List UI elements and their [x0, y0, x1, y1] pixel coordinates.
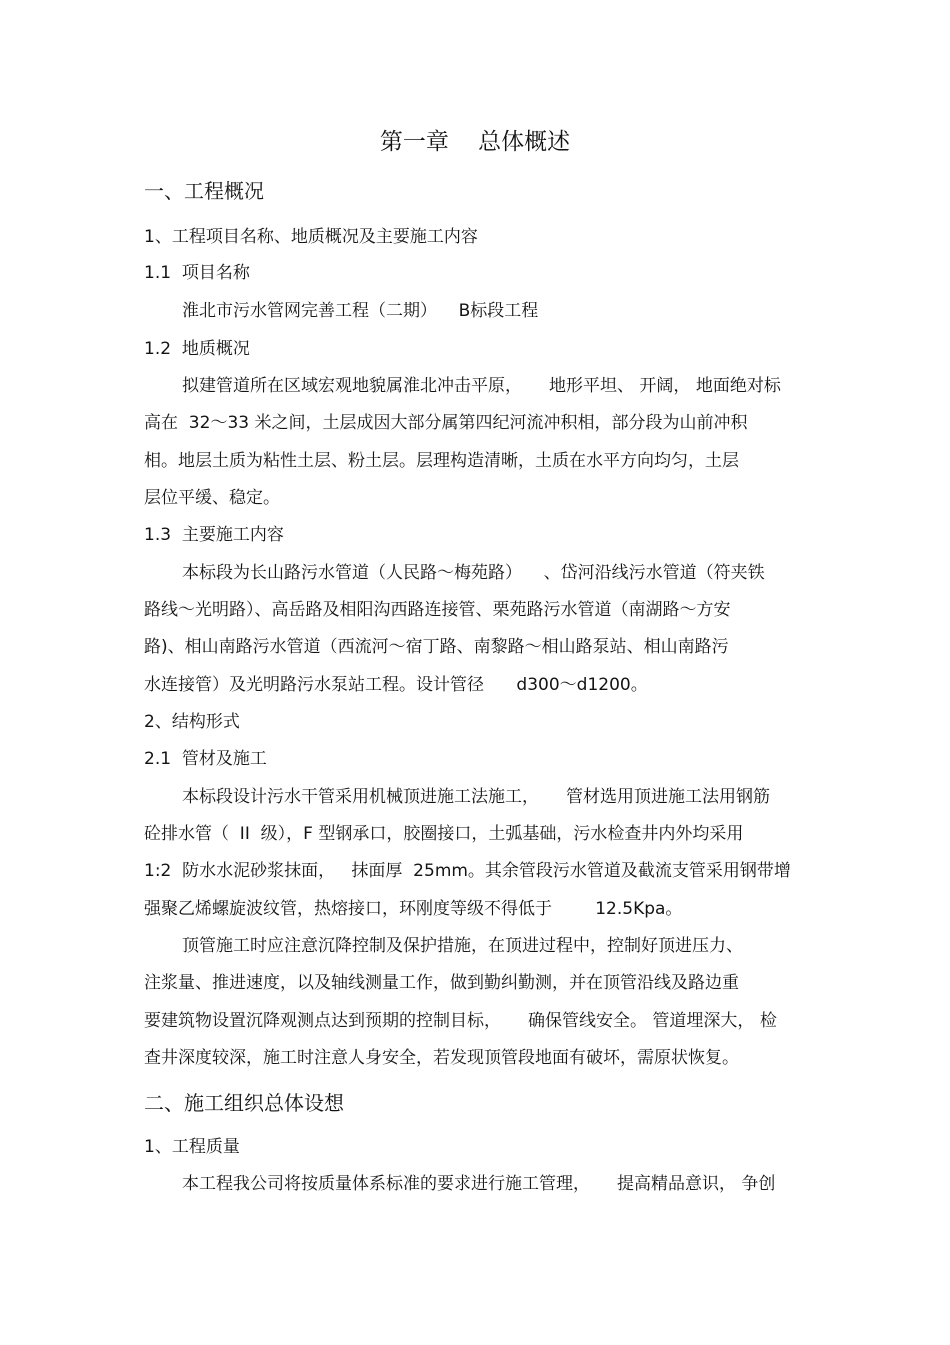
paragraph-geology-line: 拟建管道所在区域宏观地貌属淮北冲击平原， 地形平坦、 开阔， 地面绝对标 [182, 376, 781, 396]
paragraph-pipe-line: 强聚乙烯螺旋波纹管，热熔接口，环刚度等级不得低于 12.5Kpa。 [144, 899, 683, 919]
paragraph-jacking-line: 顶管施工时应注意沉降控制及保护措施，在顶进过程中，控制好顶进压力、 [182, 936, 743, 956]
paragraph-jacking-line: 要建筑物设置沉降观测点达到预期的控制目标， 确保管线安全。 管道埋深大， 检 [144, 1011, 777, 1031]
paragraph-quality-line: 本工程我公司将按质量体系标准的要求进行施工管理， 提高精品意识， 争创 [182, 1174, 776, 1194]
paragraph-pipe-line: 1:2 防水水泥砂浆抹面， 抹面厚 25mm。其余管段污水管道及截流支管采用钢带增 [144, 861, 791, 881]
paragraph-jacking-line: 查井深度较深，施工时注意人身安全，若发现顶管段地面有破坏，需原状恢复。 [144, 1048, 739, 1068]
subheading-pipe-material: 2.1 管材及施工 [144, 749, 267, 769]
paragraph-main-works-line: 本标段为长山路污水管道（人民路～梅苑路） 、岱河沿线污水管道（符夹铁 [182, 563, 765, 583]
subheading-geology: 1.2 地质概况 [144, 339, 250, 359]
subheading-main-works: 1.3 主要施工内容 [144, 525, 284, 545]
section-heading-organization: 二、施工组织总体设想 [144, 1091, 344, 1115]
paragraph-geology-line: 层位平缓、稳定。 [144, 488, 280, 508]
chapter-title: 第一章 总体概述 [379, 129, 571, 155]
paragraph-jacking-line: 注浆量、推进速度，以及轴线测量工作，做到勤纠勤测，并在顶管沿线及路边重 [144, 973, 739, 993]
paragraph-project-name: 淮北市污水管网完善工程（二期） B标段工程 [182, 301, 539, 321]
subheading-project-name: 1.1 项目名称 [144, 263, 250, 283]
paragraph-main-works-line: 水连接管）及光明路污水泵站工程。设计管径 d300～d1200。 [144, 675, 648, 695]
paragraph-geology-line: 相。地层土质为粘性土层、粉土层。层理构造清晰，土质在水平方向均匀，土层 [144, 451, 739, 471]
section-heading-overview: 一、工程概况 [144, 179, 264, 203]
paragraph-main-works-line: 路)、相山南路污水管道（西流河～宿丁路、南黎路～相山路泵站、相山南路污 [144, 637, 729, 657]
subheading-quality: 1、工程质量 [144, 1137, 240, 1157]
paragraph-geology-line: 高在 32～33 米之间，土层成因大部分属第四纪河流冲积相，部分段为山前冲积 [144, 413, 748, 433]
paragraph-pipe-line: 砼排水管（ II 级），F 型钢承口，胶圈接口，土弧基础，污水检查井内外均采用 [144, 824, 744, 844]
paragraph-pipe-line: 本标段设计污水干管采用机械顶进施工法施工， 管材选用顶进施工法用钢筋 [182, 787, 771, 807]
subheading-project-info: 1、工程项目名称、地质概况及主要施工内容 [144, 227, 478, 247]
paragraph-main-works-line: 路线～光明路）、高岳路及相阳沟西路连接管、栗苑路污水管道（南湖路～方安 [144, 600, 731, 620]
subheading-structure: 2、结构形式 [144, 712, 240, 732]
